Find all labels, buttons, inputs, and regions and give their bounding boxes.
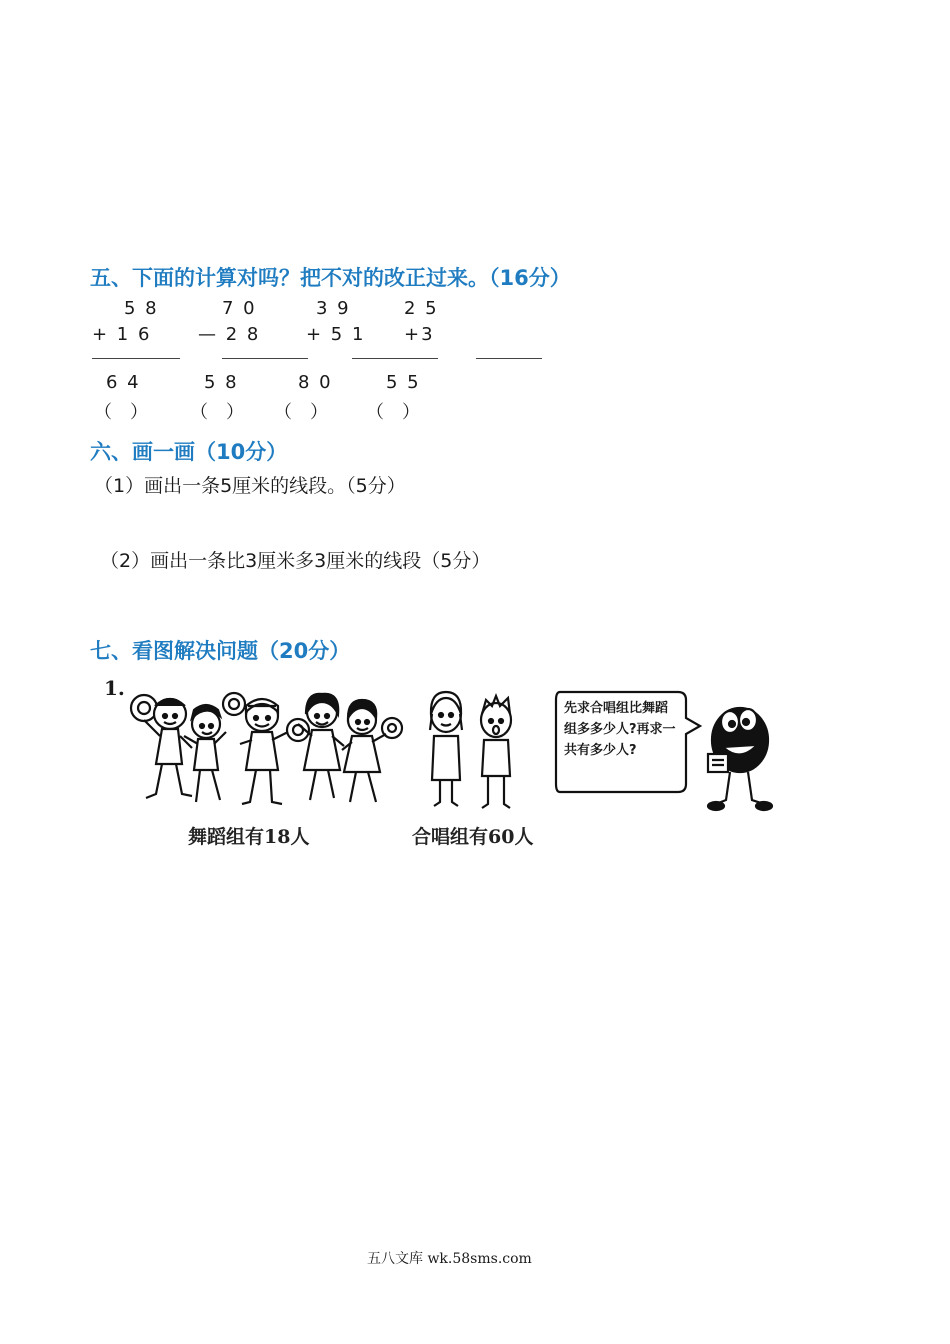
calc-result: 5 5 — [386, 372, 421, 393]
calc-top-operand: 5 8 — [124, 298, 159, 319]
calc-bottom-operand: — 2 8 — [198, 324, 261, 345]
drawing-task-1: （1）画出一条5厘米的线段。（5分） — [94, 475, 406, 497]
answer-blank[interactable]: （ ） — [94, 402, 148, 423]
calc-result: 8 0 — [298, 372, 333, 393]
calc-rule — [352, 358, 438, 359]
calc-top-operand: 2 5 — [404, 298, 439, 319]
drawing-task-2: （2）画出一条比3厘米多3厘米的线段（5分） — [100, 550, 491, 572]
calc-rule — [476, 358, 542, 359]
dance-group-illustration — [122, 684, 404, 812]
calc-top-operand: 3 9 — [316, 298, 351, 319]
calc-bottom-operand: +3 — [404, 324, 435, 345]
calc-bottom-operand: + 1 6 — [92, 324, 152, 345]
choir-group-illustration — [422, 684, 528, 814]
calc-result: 6 4 — [106, 372, 141, 393]
section-5-title: 五、下面的计算对吗？把不对的改正过来。（16分） — [90, 266, 571, 290]
mascot-illustration — [704, 700, 774, 818]
calc-rule — [92, 358, 180, 359]
answer-blank[interactable]: （ ） — [190, 402, 244, 423]
calc-rule — [222, 358, 308, 359]
calc-bottom-operand: + 5 1 — [306, 324, 366, 345]
choir-group-label: 合唱组有60人 — [412, 826, 534, 848]
section-6-title: 六、画一画（10分） — [90, 440, 288, 464]
speech-bubble-text: 先求合唱组比舞蹈组多多少人?再求一共有多少人? — [564, 701, 676, 758]
problem-number: 1. — [104, 676, 125, 700]
footer-watermark: 五八文库 wk.58sms.com — [367, 1251, 532, 1267]
calc-top-operand: 7 0 — [222, 298, 257, 319]
section-7-title: 七、看图解决问题（20分） — [90, 639, 351, 663]
dance-group-label: 舞蹈组有18人 — [188, 826, 310, 848]
answer-blank[interactable]: （ ） — [274, 402, 328, 423]
calc-result: 5 8 — [204, 372, 239, 393]
answer-blank[interactable]: （ ） — [366, 402, 420, 423]
